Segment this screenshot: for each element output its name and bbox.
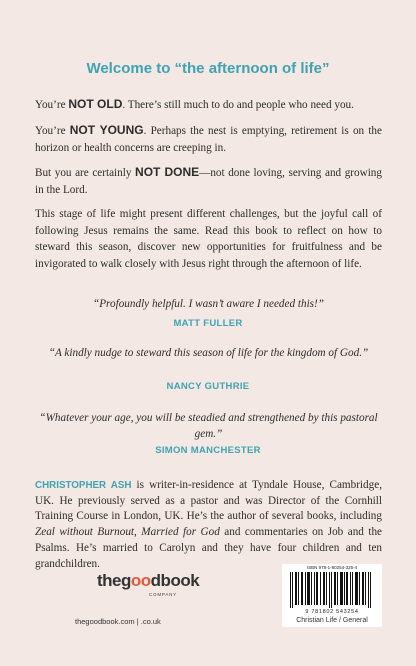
endorsement-author: SIMON MANCHESTER <box>155 445 261 456</box>
emphasis-not-done: NOT DONE <box>135 165 200 179</box>
emphasis-not-young: NOT YOUNG <box>69 123 144 137</box>
ean-number: 9 781802 543254 <box>305 609 359 615</box>
back-cover-heading: Welcome to “the afternoon of life” <box>86 60 330 77</box>
isbn-text: ISBN 978-1-80254-325-4 <box>306 565 358 570</box>
endorsement-quote: “Profoundly helpful. I wasn’t aware I needed this!” <box>93 298 324 310</box>
emphasis-not-old: NOT OLD <box>68 97 123 111</box>
author-name: CHRISTOPHER ASH <box>35 480 132 491</box>
publisher-website: thegoodbook.com | .co.uk <box>75 617 161 626</box>
paragraph-not-young: You’re NOT YOUNG. Perhaps the nest is emptying, retirement is on the horizon or health concerns are creeping in. <box>35 123 382 154</box>
category-label: Christian Life / General <box>296 617 368 624</box>
paragraph-description: This stage of life might present different challenges, but the joyful call of following Jesus remains the same. Read this book to reflect on how to steward this season, discover new opportunities for fruitfulness and be invigorated to walk closely with Jesus right through the afternoon of life. <box>35 208 382 270</box>
endorsement-author: NANCY GUTHRIE <box>166 381 250 392</box>
author-bio: CHRISTOPHER ASH is writer-in-residence at Tyndale House, Cambridge, UK. He previously served as a pastor and was Director of the Cornhill Training Course in London, UK. He’s the author of several books, including Zeal without Burnout, Married for God and commentaries on Job and the Psalms. He’s married to Carolyn and they have four children and ten grandchildren. <box>35 479 382 570</box>
paragraph-not-done: But you are certainly NOT DONE—not done loving, serving and growing in the Lord. <box>35 165 382 196</box>
endorsement-author: MATT FULLER <box>173 318 243 329</box>
endorsement-quote: “Whatever your age, you will be steadied and strengthened by this pastoral gem.” <box>39 412 378 440</box>
publisher-logo: thegoodbook COMPANY <box>97 571 200 597</box>
paragraph-not-old: You’re NOT OLD. There’s still much to do and people who need you. <box>35 97 354 111</box>
endorsement-quote: “A kindly nudge to steward this season of life for the kingdom of God.” <box>48 347 369 359</box>
barcode-bars <box>288 572 376 608</box>
